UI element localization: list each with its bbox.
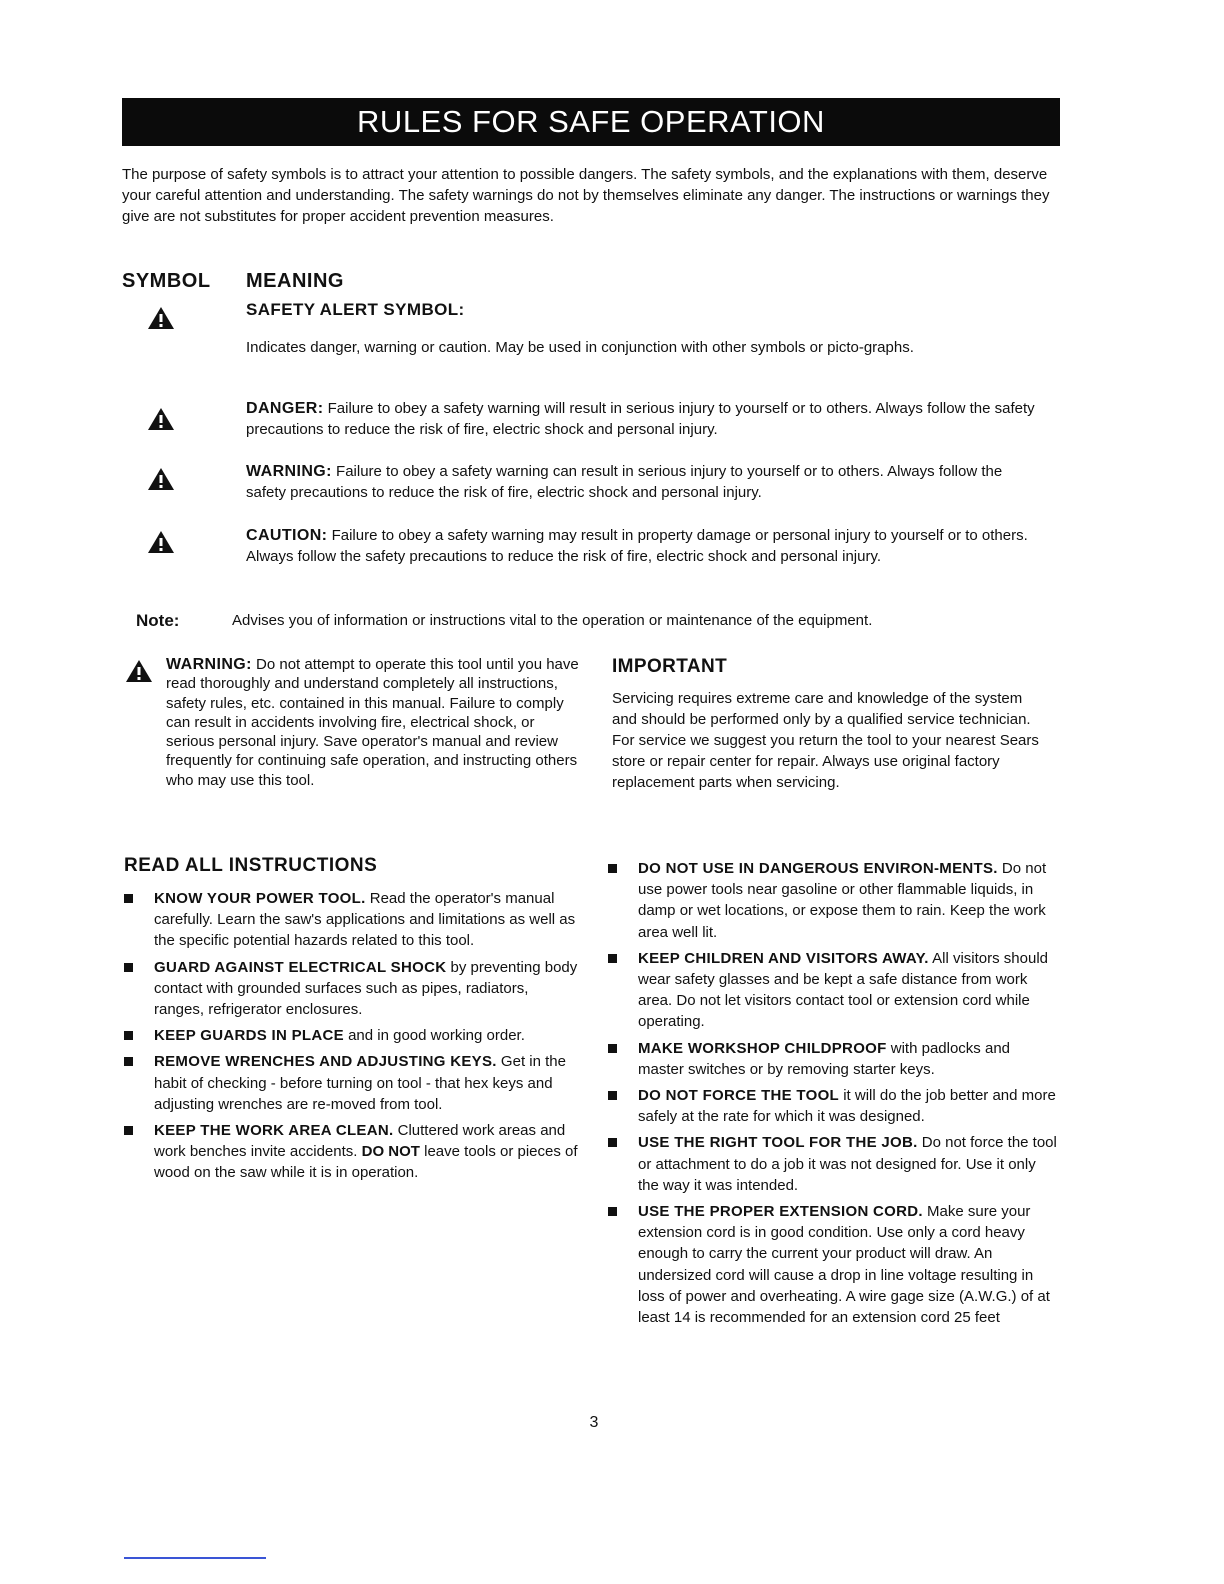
rule-heading: USE THE PROPER EXTENSION CORD. [638,1203,923,1221]
warning-alert-icon [147,467,175,491]
read-all-instructions-heading: READ ALL INSTRUCTIONS [124,855,378,876]
operator-warning-term: WARNING: [166,656,252,673]
rule-text: Do not force the tool or attachment to do a job it was not designed for. Use it only the way it was intended. [638,1134,1057,1194]
bullet-icon [124,894,133,903]
warning-description: Failure to obey a safety warning can result in serious injury to yourself or to others. Always follow the safety precautions to reduce the risk of fire, electric shock and personal injury. [246,463,1003,501]
rule-text: with padlocks and master switches or by removing starter keys. [638,1039,1010,1078]
safety-alert-title: SAFETY ALERT SYMBOL: [246,300,465,319]
right-rules-list [608,858,1058,1333]
list-item [608,1038,1058,1080]
safety-alert-icon [147,306,175,330]
operator-warning-icon [125,659,153,683]
bullet-icon [124,963,133,972]
rule-text: Cluttered work areas and work benches invite accidents. [154,1122,566,1161]
page-number: 3 [589,1414,599,1431]
important-text: Servicing requires extreme care and knowledge of the system and should be performed only by a qualified service technician. For service we suggest you return the tool to your nearest Sears store or repair center for repair. Always use original factory replacement parts when servicing. [612,690,1039,791]
important-heading: IMPORTANT [612,656,728,677]
rule-heading: KEEP THE WORK AREA CLEAN. [154,1122,394,1140]
safety-alert-description: Indicates danger, warning or caution. May be used in conjunction with other symbols or picto-graphs. [246,339,914,356]
list-item [608,1201,1058,1328]
danger-description: Failure to obey a safety warning will result in serious injury to yourself or to others. Always follow the safety precautions to reduce the risk of fire, electric shock and personal injury. [246,400,1035,438]
note-description: Advises you of information or instructions vital to the operation or maintenance of the equipment. [232,612,873,629]
list-item [124,957,579,1021]
rule-heading: DO NOT FORCE THE TOOL [638,1087,840,1105]
rule-heading: DO NOT USE IN DANGEROUS ENVIRON-MENTS. [638,860,998,877]
bullet-icon [608,1138,617,1147]
list-item [124,1025,579,1046]
rule-text: Do not use power tools near gasoline or other flammable liquids, in damp or wet locations, or expose them to rain. Keep the work area well lit. [638,860,1047,941]
operator-warning-text: Do not attempt to operate this tool until you have read thoroughly and understand completely all instructions, safety rules, etc. contained in this manual. Failure to comply can result in accidents involving fire, electrical shock, or serious personal injury. Save operator's manual and review frequently for continuing safe operation, and instructing others who may use this tool. [166,656,579,789]
note-label: Note: [136,611,180,630]
list-item [608,1132,1058,1196]
bullet-icon [608,1207,617,1216]
list-item [124,888,579,952]
bullet-icon [124,1126,133,1135]
list-item [608,858,1058,943]
meaning-column-header: MEANING [246,270,344,292]
caution-description: Failure to obey a safety warning may result in property damage or personal injury to yourself or to others. Always follow the safety precautions to reduce the risk of fire, electric shock and personal injury. [246,527,1028,565]
footer-divider [124,1557,266,1559]
rule-heading: KEEP CHILDREN AND VISITORS AWAY. [638,949,929,967]
rule-text: All visitors should wear safety glasses and be kept a safe distance from work area. Do not let visitors contact tool or extension cord while operating. [638,949,1048,1031]
rule-heading: KNOW YOUR POWER TOOL. [154,890,366,907]
list-item [608,948,1058,1033]
danger-term: DANGER: [246,400,324,417]
bullet-icon [608,864,617,873]
rule-text: Get in the habit of checking - before turning on tool - that hex keys and adjusting wrenches are re-moved from tool. [154,1053,566,1113]
rule-emphasis: DO NOT [361,1143,420,1161]
rule-text: by preventing body contact with grounded surfaces such as pipes, radiators, ranges, refrigerator enclosures. [154,958,578,1019]
rule-heading: GUARD AGAINST ELECTRICAL SHOCK [154,958,447,976]
operator-warning [166,655,586,790]
danger-entry [246,398,1046,440]
rule-text: Make sure your extension cord is in good condition. Use only a cord heavy enough to carry the current your product will draw. An undersized cord will cause a drop in line voltage resulting in loss of power and overheating. A wire gage size (A.W.G.) of at least 14 is recommended for an extension cord 25 feet [638,1203,1050,1327]
symbol-column-header: SYMBOL [122,270,211,292]
caution-term: CAUTION: [246,527,328,544]
rule-text: and in good working order. [343,1027,525,1045]
caution-entry [246,525,1046,567]
rule-heading: KEEP GUARDS IN PLACE [154,1027,344,1045]
left-rules-list [124,888,579,1189]
caution-alert-icon [147,530,175,554]
rule-heading: REMOVE WRENCHES AND ADJUSTING KEYS. [154,1053,497,1071]
list-item [124,1120,579,1184]
bullet-icon [124,1031,133,1040]
rule-text: Read the operator's manual carefully. Learn the saw's applications and limitations as well as the specific potential hazards related to this tool. [154,890,576,950]
bullet-icon [608,1091,617,1100]
intro-paragraph: The purpose of safety symbols is to attract your attention to possible dangers. The safety symbols, and the explanations with them, deserve your careful attention and understanding. The safety warnings do not by themselves eliminate any danger. The instructions or warnings they give are not substitutes for proper accident prevention measures. [122,166,1050,225]
warning-entry [246,461,1046,503]
page-title: RULES FOR SAFE OPERATION [122,98,1060,146]
rule-heading: USE THE RIGHT TOOL FOR THE JOB. [638,1134,918,1152]
rule-text: it will do the job better and more safely at the rate for which it was designed. [638,1087,1056,1126]
list-item [608,1085,1058,1127]
bullet-icon [608,1044,617,1053]
rule-text-tail: leave tools or pieces of wood on the saw while it is in operation. [154,1143,578,1182]
danger-alert-icon [147,407,175,431]
rule-heading: MAKE WORKSHOP CHILDPROOF [638,1039,887,1057]
list-item [124,1051,579,1115]
bullet-icon [608,954,617,963]
bullet-icon [124,1057,133,1066]
warning-term: WARNING: [246,463,332,480]
